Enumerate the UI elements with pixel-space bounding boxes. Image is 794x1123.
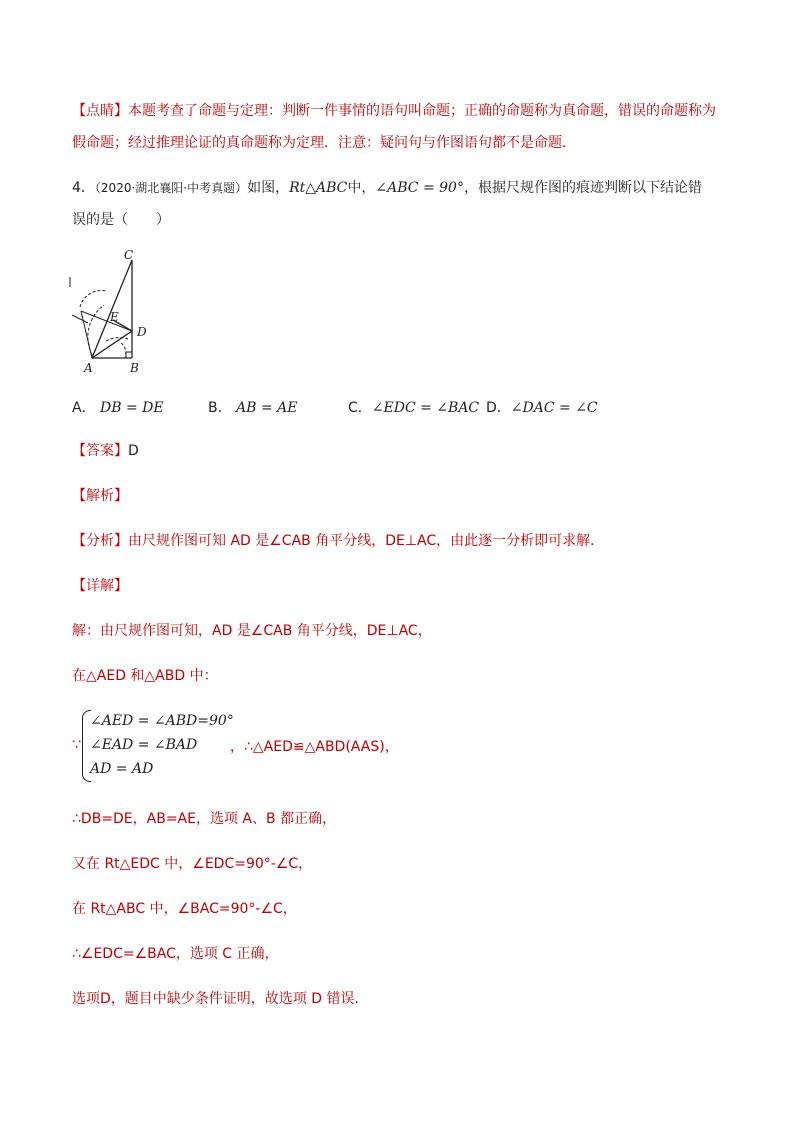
question-text-3: ，根据尺规作图的痕迹判断以下结论错 — [463, 180, 702, 196]
question-source: （2020·湖北襄阳·中考真题） — [94, 181, 248, 195]
system-conclusion: ，∴△AED≌△ABD(AAS)， — [230, 739, 399, 755]
solution-line-6: 在 Rt△ABC 中，∠BAC=90°-∠C， — [72, 901, 297, 917]
question-line-1 — [72, 178, 702, 198]
dianjing-text-2: 假命题；经过推理论证的真命题称为定理．注意：疑问句与作图语句都不是命题． — [72, 135, 576, 151]
fenxi-text: 由尺规作图可知 AD 是∠CAB 角平分线，DE⊥AC，由此逐一分析即可求解． — [128, 533, 605, 549]
question-line-2: 误的是（ ） — [72, 212, 170, 228]
option-b-letter: B． — [208, 400, 232, 416]
question-text-2: 中， — [347, 180, 376, 196]
solution-line-1: 解：由尺规作图可知，AD 是∠CAB 角平分线，DE⊥AC， — [72, 623, 432, 639]
dianjing-line-1 — [72, 101, 716, 121]
solution-line-8: 选项D，题目中缺少条件证明，故选项 D 错误． — [72, 991, 369, 1007]
label-D: D — [137, 325, 147, 339]
option-d-expr: ∠DAC = ∠C — [510, 400, 598, 416]
dianjing-text-1: 本题考查了命题与定理：判断一件事情的语句叫命题；正确的命题称为真命题，错误的命题称为 — [128, 103, 716, 119]
option-a-letter: A． — [72, 400, 96, 416]
option-c-letter: C． — [348, 400, 372, 416]
construction-arc-4 — [121, 343, 126, 357]
dianjing-tag: 【点睛】 — [72, 103, 128, 119]
construction-tick — [72, 315, 88, 323]
because-symbol: ∵ — [72, 737, 81, 753]
analysis-tag: 【解析】 — [72, 488, 128, 504]
option-c-expr: ∠EDC = ∠BAC — [371, 400, 480, 416]
option-b — [208, 398, 297, 418]
question-angle: ∠ABC = 90° — [375, 180, 464, 196]
option-d-letter: D． — [486, 400, 511, 416]
answer-line — [72, 441, 139, 461]
segment-AC — [92, 260, 132, 358]
system-eq-1: ∠AED = ∠ABD=90° — [90, 713, 234, 729]
solution-line-7: ∴∠EDC=∠BAC，选项 C 正确， — [72, 946, 279, 962]
option-b-expr: AB = AE — [236, 400, 298, 416]
question-text-1: 如图， — [247, 180, 290, 196]
option-a-expr: DB = DE — [100, 400, 164, 416]
option-a — [72, 398, 164, 418]
answer-value: D — [128, 443, 139, 459]
option-d — [486, 398, 598, 418]
label-C: C — [124, 248, 134, 262]
fenxi-tag: 【分析】 — [72, 533, 128, 549]
geometry-figure — [66, 245, 166, 375]
label-A: A — [84, 361, 93, 375]
solution-line-2: 在△AED 和△ABD 中： — [72, 668, 218, 684]
right-angle-mark — [126, 352, 132, 358]
solution-line-4: ∴DB=DE，AB=AE，选项 A、B 都正确， — [72, 811, 337, 827]
label-B: B — [130, 361, 139, 375]
bisector-extension — [81, 311, 92, 358]
solution-line-5: 又在 Rt△EDC 中，∠EDC=90°-∠C， — [72, 856, 313, 872]
answer-tag: 【答案】 — [72, 443, 128, 459]
system-eq-3: AD = AD — [90, 761, 154, 777]
system-eq-2: ∠EAD = ∠BAD — [90, 737, 198, 753]
label-E: E — [110, 310, 119, 324]
question-triangle: Rt△ABC — [289, 180, 348, 196]
detail-tag: 【详解】 — [72, 578, 128, 594]
construction-arc-1 — [80, 290, 106, 307]
question-number: 4． — [72, 180, 95, 196]
fenxi-line — [72, 531, 604, 551]
option-c — [348, 398, 479, 418]
